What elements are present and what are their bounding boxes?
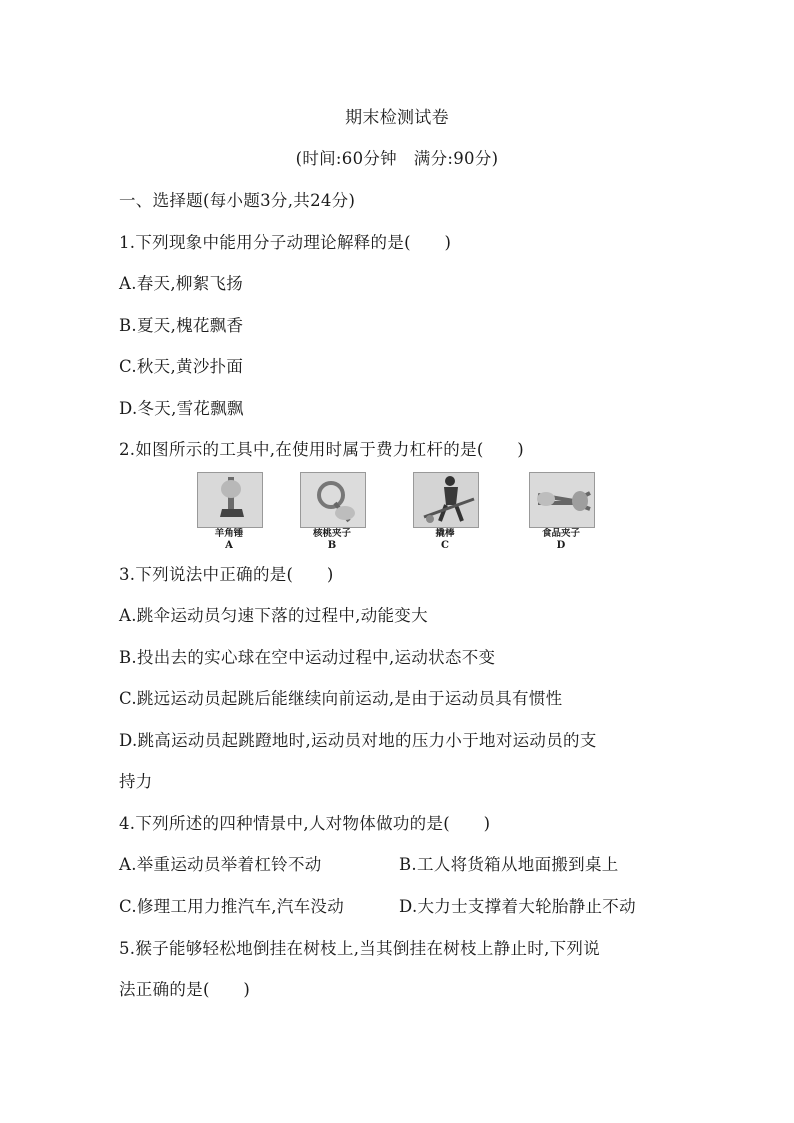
figure-a-caption: 羊角锤	[214, 528, 244, 539]
figure-d-caption: 食品夹子	[541, 528, 580, 539]
question-1-option-b: B.夏天,槐花飘香	[119, 316, 244, 335]
food-tongs-photo	[529, 472, 595, 528]
question-4-option-b: B.工人将货箱从地面搬到桌上	[399, 855, 619, 874]
figure-d-letter: D	[556, 540, 566, 551]
question-3-stem: 3.下列说法中正确的是( )	[119, 565, 334, 584]
question-4-stem: 4.下列所述的四种情景中,人对物体做功的是( )	[119, 814, 491, 833]
question-5-stem-continued: 法正确的是( )	[119, 980, 251, 999]
question-1-option-c: C.秋天,黄沙扑面	[119, 357, 244, 376]
question-4-option-a: A.举重运动员举着杠铃不动	[119, 855, 322, 874]
crowbar-photo	[413, 472, 479, 528]
figure-c	[413, 472, 479, 552]
question-5-stem: 5.猴子能够轻松地倒挂在树枝上,当其倒挂在树枝上静止时,下列说	[119, 939, 601, 958]
figure-c-caption: 撬棒	[435, 528, 455, 539]
nutcracker-photo	[300, 472, 366, 528]
question-4-option-d: D.大力士支撑着大轮胎静止不动	[399, 897, 636, 916]
figure-a-letter: A	[225, 540, 233, 551]
question-2-stem: 2.如图所示的工具中,在使用时属于费力杠杆的是( )	[119, 440, 524, 459]
figure-b	[300, 472, 366, 552]
question-1-stem: 1.下列现象中能用分子动理论解释的是( )	[119, 233, 452, 252]
figure-d	[529, 472, 595, 552]
question-3-option-d-continued: 持力	[119, 772, 153, 791]
page-title: 期末检测试卷	[345, 108, 449, 128]
section-heading: 一、选择题(每小题3分,共24分)	[119, 191, 356, 210]
question-3-option-c: C.跳远运动员起跳后能继续向前运动,是由于运动员具有惯性	[119, 689, 563, 708]
question-3-option-b: B.投出去的实心球在空中运动过程中,运动状态不变	[119, 648, 496, 667]
claw-hammer-photo	[197, 472, 263, 528]
question-4-option-c: C.修理工用力推汽车,汽车没动	[119, 897, 345, 916]
figure-c-letter: C	[441, 540, 449, 551]
figure-b-letter: B	[327, 540, 337, 551]
question-3-option-a: A.跳伞运动员匀速下落的过程中,动能变大	[119, 606, 428, 625]
exam-info: (时间:60分钟 满分:90分)	[295, 149, 499, 168]
question-1-option-d: D.冬天,雪花飘飘	[119, 399, 244, 418]
question-1-option-a: A.春天,柳絮飞扬	[119, 274, 244, 293]
question-3-option-d: D.跳高运动员起跳蹬地时,运动员对地的压力小于地对运动员的支	[119, 731, 597, 750]
figure-a	[197, 472, 263, 552]
figure-b-caption: 核桃夹子	[312, 528, 351, 539]
